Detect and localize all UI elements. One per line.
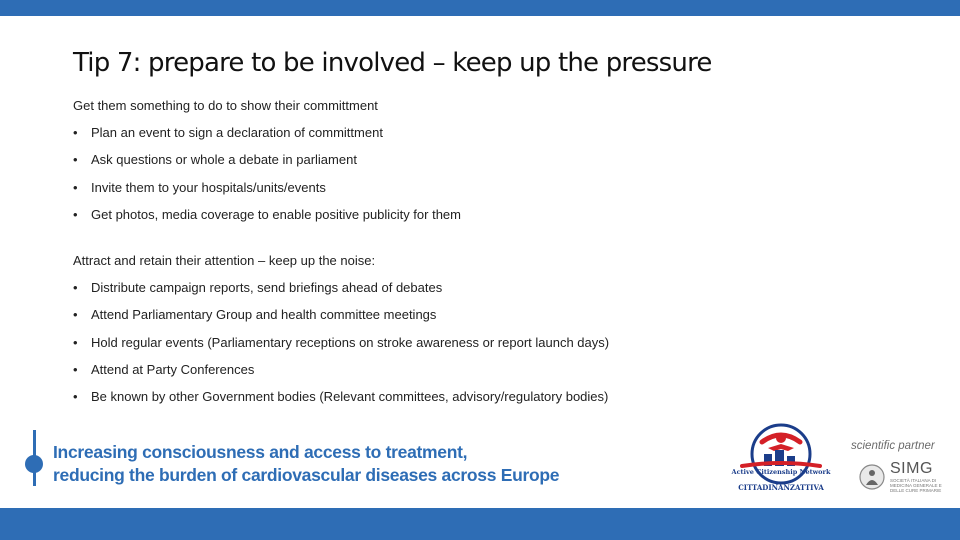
list-item (73, 174, 893, 201)
section-lead: Get them something to do to show their committment (73, 98, 378, 113)
list-item-text: Get photos, media coverage to enable positive publicity for them (91, 206, 461, 222)
list-item-text: Distribute campaign reports, send briefings ahead of debates (91, 280, 443, 295)
campaign-tagline (53, 441, 559, 487)
list-item-text: Ask questions or whole a debate in parliament (91, 152, 357, 168)
bullet-list (73, 274, 893, 410)
bullet-list (73, 119, 893, 228)
scientific-partner-label: scientific partner (851, 440, 935, 452)
emblem-ring (860, 465, 884, 489)
tagline-line-2: reducing the burden of cardiovascular diseases across Europe (53, 465, 560, 485)
section-attention (73, 247, 893, 410)
tagline-line-1: Increasing consciousness and access to treatment, (53, 442, 468, 462)
bullet-icon: • (73, 206, 78, 222)
bullet-icon: • (73, 389, 78, 405)
list-item-text: Hold regular events (Parliamentary receptions on stroke awareness or report launch days) (91, 334, 610, 350)
bullet-icon: • (73, 179, 78, 195)
list-item (73, 301, 893, 328)
list-item-text: Invite them to your hospitals/units/events (91, 179, 326, 195)
slide-title: Tip 7: prepare to be involved – keep up the pressure (73, 48, 712, 78)
bottom-accent-bar (0, 508, 960, 540)
emblem-head (869, 470, 875, 476)
list-item (73, 329, 893, 356)
simg-emblem-icon (858, 463, 886, 491)
list-item (73, 146, 893, 173)
list-item-text: Be known by other Government bodies (Relevant committees, advisory/regulatory bodies) (91, 389, 609, 405)
bullet-icon: • (73, 307, 78, 323)
list-item (73, 201, 893, 228)
logo-figure-arms (768, 444, 794, 451)
list-item-text: Attend Parliamentary Group and health committee meetings (91, 307, 437, 323)
list-item-text: Plan an event to sign a declaration of committment (91, 125, 383, 140)
bullet-icon: • (73, 152, 78, 168)
top-accent-bar (0, 0, 960, 16)
logo-figure-head (776, 433, 786, 443)
list-item (73, 274, 893, 301)
section-commitment (73, 92, 893, 228)
section-lead: Attract and retain their attention – keep up the noise: (73, 253, 376, 268)
partner-name: SIMG (890, 460, 933, 477)
logo-caption-cittadinanzattiva: CITTADINANZATTIVA (738, 483, 824, 492)
list-item (73, 119, 893, 146)
bullet-icon: • (73, 361, 78, 377)
footer-accent-dot (25, 455, 43, 473)
bullet-icon: • (73, 280, 78, 295)
list-item (73, 356, 893, 383)
list-item (73, 383, 893, 410)
partner-subtitle: SOCIETÀ ITALIANA DI MEDICINA GENERALE E DELLE CURE PRIMARIE (890, 478, 942, 493)
list-item-text: Attend at Party Conferences (91, 361, 255, 377)
bullet-icon: • (73, 334, 78, 350)
logo-caption-network: Active Citizenship Network (731, 468, 831, 476)
bullet-icon: • (73, 125, 78, 140)
